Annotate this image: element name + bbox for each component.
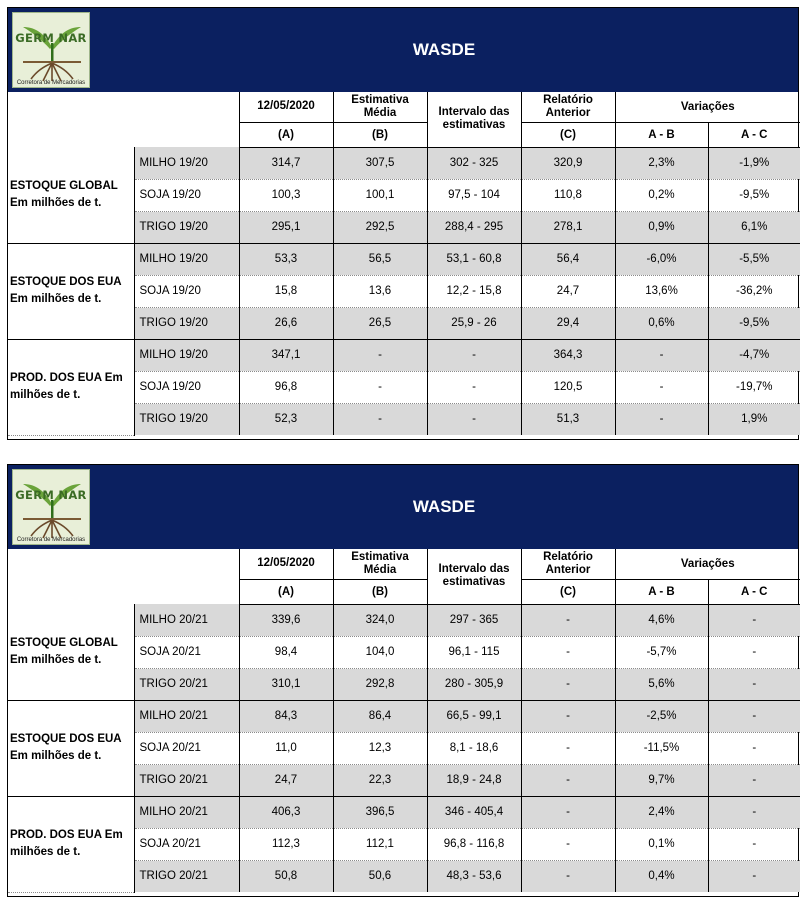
var-ac-cell: -5,5% (708, 243, 800, 275)
value-c-cell: 51,3 (521, 403, 615, 435)
var-ac-cell: 6,1% (708, 211, 800, 243)
header-var-ab: A - B (615, 579, 708, 604)
value-c-cell: 24,7 (521, 275, 615, 307)
product-cell: SOJA 20/21 (134, 828, 239, 860)
var-ab-cell: 0,9% (615, 211, 708, 243)
value-b-cell: 396,5 (333, 796, 427, 828)
header-range: Intervalo das estimativas (427, 549, 521, 604)
logo-brand-text: GERM NAR (15, 31, 87, 45)
value-c-cell: - (521, 668, 615, 700)
var-ab-cell: 4,6% (615, 604, 708, 636)
var-ab-cell: 2,4% (615, 796, 708, 828)
value-a-cell: 11,0 (239, 732, 333, 764)
var-ab-cell: - (615, 403, 708, 435)
product-cell: MILHO 20/21 (134, 700, 239, 732)
header-corner (8, 92, 239, 147)
value-a-cell: 53,3 (239, 243, 333, 275)
value-a-cell: 50,8 (239, 860, 333, 892)
range-cell: 25,9 - 26 (427, 307, 521, 339)
title-banner (8, 465, 798, 549)
value-b-cell: 22,3 (333, 764, 427, 796)
product-cell: TRIGO 19/20 (134, 403, 239, 435)
value-a-cell: 100,3 (239, 179, 333, 211)
var-ab-cell: - (615, 339, 708, 371)
section-label: PROD. DOS EUA Em milhões de t. (8, 339, 134, 435)
product-cell: SOJA 19/20 (134, 371, 239, 403)
range-cell: 97,5 - 104 (427, 179, 521, 211)
header-a: (A) (239, 122, 333, 147)
range-cell: 346 - 405,4 (427, 796, 521, 828)
var-ac-cell: - (708, 764, 800, 796)
product-cell: SOJA 19/20 (134, 179, 239, 211)
wasde-table (8, 549, 800, 893)
header-var-ac: A - C (708, 122, 800, 147)
value-b-cell: - (333, 371, 427, 403)
table-row (8, 700, 800, 732)
var-ac-cell: -4,7% (708, 339, 800, 371)
var-ab-cell: -6,0% (615, 243, 708, 275)
var-ab-cell: -2,5% (615, 700, 708, 732)
header-var-ab: A - B (615, 122, 708, 147)
value-c-cell: 364,3 (521, 339, 615, 371)
section-label: ESTOQUE DOS EUA Em milhões de t. (8, 243, 134, 339)
range-cell: 12,2 - 15,8 (427, 275, 521, 307)
value-a-cell: 406,3 (239, 796, 333, 828)
range-cell: 53,1 - 60,8 (427, 243, 521, 275)
header-c: (C) (521, 579, 615, 604)
value-a-cell: 24,7 (239, 764, 333, 796)
value-a-cell: 310,1 (239, 668, 333, 700)
header-date: 12/05/2020 (239, 92, 333, 122)
product-cell: TRIGO 20/21 (134, 860, 239, 892)
header-estimate: Estimativa Média (333, 549, 427, 579)
header-estimate: Estimativa Média (333, 92, 427, 122)
value-c-cell: - (521, 796, 615, 828)
title-banner (8, 8, 798, 92)
var-ab-cell: -11,5% (615, 732, 708, 764)
var-ac-cell: - (708, 828, 800, 860)
value-b-cell: 86,4 (333, 700, 427, 732)
germinar-logo (12, 12, 90, 88)
table-row (8, 243, 800, 275)
value-b-cell: 292,5 (333, 211, 427, 243)
range-cell: 297 - 365 (427, 604, 521, 636)
value-a-cell: 112,3 (239, 828, 333, 860)
product-cell: TRIGO 19/20 (134, 307, 239, 339)
product-cell: TRIGO 19/20 (134, 211, 239, 243)
value-c-cell: - (521, 636, 615, 668)
sprout-roots-icon (13, 13, 90, 88)
range-cell: 48,3 - 53,6 (427, 860, 521, 892)
value-c-cell: - (521, 828, 615, 860)
range-cell: 8,1 - 18,6 (427, 732, 521, 764)
header-variations: Variações (615, 549, 800, 579)
value-a-cell: 26,6 (239, 307, 333, 339)
value-b-cell: - (333, 403, 427, 435)
header-previous-report: Relatório Anterior (521, 549, 615, 579)
value-c-cell: 29,4 (521, 307, 615, 339)
var-ab-cell: 0,2% (615, 179, 708, 211)
wasde-panel (7, 464, 799, 897)
value-a-cell: 84,3 (239, 700, 333, 732)
value-c-cell: 56,4 (521, 243, 615, 275)
value-b-cell: 13,6 (333, 275, 427, 307)
value-b-cell: 292,8 (333, 668, 427, 700)
range-cell: 96,1 - 115 (427, 636, 521, 668)
var-ab-cell: -5,7% (615, 636, 708, 668)
var-ac-cell: - (708, 796, 800, 828)
value-c-cell: - (521, 700, 615, 732)
value-a-cell: 15,8 (239, 275, 333, 307)
var-ac-cell: - (708, 668, 800, 700)
var-ac-cell: -1,9% (708, 147, 800, 179)
logo-brand-text: GERM NAR (15, 488, 87, 502)
value-c-cell: - (521, 604, 615, 636)
value-c-cell: 320,9 (521, 147, 615, 179)
value-a-cell: 314,7 (239, 147, 333, 179)
product-cell: SOJA 20/21 (134, 636, 239, 668)
value-b-cell: 50,6 (333, 860, 427, 892)
section-label: ESTOQUE DOS EUA Em milhões de t. (8, 700, 134, 796)
range-cell: 280 - 305,9 (427, 668, 521, 700)
header-date: 12/05/2020 (239, 549, 333, 579)
var-ac-cell: -9,5% (708, 307, 800, 339)
var-ac-cell: -9,5% (708, 179, 800, 211)
product-cell: SOJA 19/20 (134, 275, 239, 307)
value-c-cell: - (521, 732, 615, 764)
range-cell: - (427, 339, 521, 371)
table-row (8, 147, 800, 179)
var-ac-cell: -36,2% (708, 275, 800, 307)
header-a: (A) (239, 579, 333, 604)
header-b: (B) (333, 122, 427, 147)
product-cell: MILHO 19/20 (134, 147, 239, 179)
value-c-cell: - (521, 860, 615, 892)
value-a-cell: 339,6 (239, 604, 333, 636)
value-a-cell: 52,3 (239, 403, 333, 435)
var-ab-cell: 0,1% (615, 828, 708, 860)
header-corner (8, 549, 239, 604)
section-label: PROD. DOS EUA Em milhões de t. (8, 796, 134, 892)
var-ac-cell: - (708, 860, 800, 892)
product-cell: MILHO 20/21 (134, 604, 239, 636)
value-a-cell: 347,1 (239, 339, 333, 371)
range-cell: - (427, 371, 521, 403)
range-cell: 302 - 325 (427, 147, 521, 179)
header-previous-report: Relatório Anterior (521, 92, 615, 122)
product-cell: MILHO 19/20 (134, 243, 239, 275)
var-ab-cell: 5,6% (615, 668, 708, 700)
page-title: WASDE (412, 497, 476, 516)
wasde-table (8, 92, 800, 436)
value-b-cell: 26,5 (333, 307, 427, 339)
value-b-cell: 104,0 (333, 636, 427, 668)
section-label: ESTOQUE GLOBAL Em milhões de t. (8, 604, 134, 700)
logo-tagline: Corretora de Mercadorias (16, 537, 86, 543)
header-variations: Variações (615, 92, 800, 122)
var-ac-cell: - (708, 636, 800, 668)
value-c-cell: 110,8 (521, 179, 615, 211)
header-range: Intervalo das estimativas (427, 92, 521, 147)
range-cell: 288,4 - 295 (427, 211, 521, 243)
value-b-cell: 112,1 (333, 828, 427, 860)
var-ac-cell: - (708, 604, 800, 636)
value-a-cell: 98,4 (239, 636, 333, 668)
range-cell: - (427, 403, 521, 435)
value-b-cell: 12,3 (333, 732, 427, 764)
value-c-cell: 278,1 (521, 211, 615, 243)
value-a-cell: 96,8 (239, 371, 333, 403)
value-c-cell: 120,5 (521, 371, 615, 403)
table-row (8, 796, 800, 828)
page-title: WASDE (412, 40, 476, 59)
product-cell: SOJA 20/21 (134, 732, 239, 764)
var-ab-cell: 0,6% (615, 307, 708, 339)
var-ab-cell: 2,3% (615, 147, 708, 179)
sprout-roots-icon (13, 470, 90, 545)
germinar-logo (12, 469, 90, 545)
value-a-cell: 295,1 (239, 211, 333, 243)
product-cell: TRIGO 20/21 (134, 668, 239, 700)
value-b-cell: 100,1 (333, 179, 427, 211)
var-ac-cell: - (708, 700, 800, 732)
value-b-cell: 324,0 (333, 604, 427, 636)
product-cell: MILHO 20/21 (134, 796, 239, 828)
var-ab-cell: 9,7% (615, 764, 708, 796)
var-ac-cell: 1,9% (708, 403, 800, 435)
var-ab-cell: 0,4% (615, 860, 708, 892)
header-c: (C) (521, 122, 615, 147)
range-cell: 66,5 - 99,1 (427, 700, 521, 732)
logo-tagline: Corretora de Mercadorias (16, 80, 86, 86)
table-row (8, 604, 800, 636)
var-ab-cell: - (615, 371, 708, 403)
value-b-cell: 307,5 (333, 147, 427, 179)
var-ac-cell: -19,7% (708, 371, 800, 403)
value-b-cell: - (333, 339, 427, 371)
header-b: (B) (333, 579, 427, 604)
var-ac-cell: - (708, 732, 800, 764)
section-label: ESTOQUE GLOBAL Em milhões de t. (8, 147, 134, 243)
range-cell: 18,9 - 24,8 (427, 764, 521, 796)
product-cell: MILHO 19/20 (134, 339, 239, 371)
value-c-cell: - (521, 764, 615, 796)
var-ab-cell: 13,6% (615, 275, 708, 307)
value-b-cell: 56,5 (333, 243, 427, 275)
wasde-panel (7, 7, 799, 440)
product-cell: TRIGO 20/21 (134, 764, 239, 796)
table-row (8, 339, 800, 371)
header-var-ac: A - C (708, 579, 800, 604)
range-cell: 96,8 - 116,8 (427, 828, 521, 860)
